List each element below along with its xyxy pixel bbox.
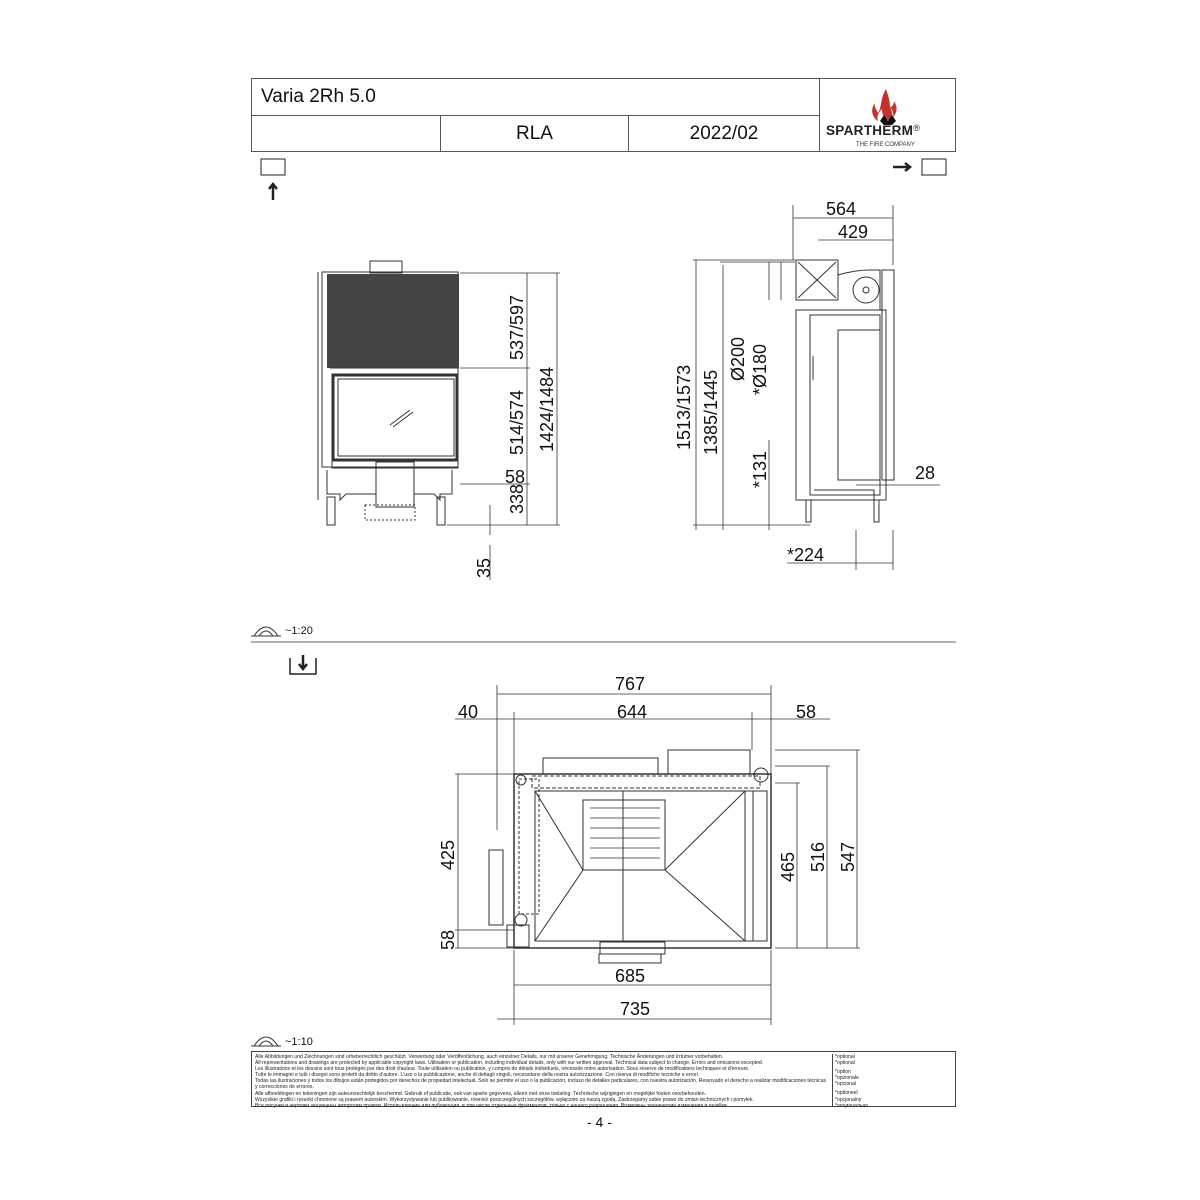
brand-tagline: THE FIRE COMPANY — [856, 142, 915, 148]
side-dim-564: 564 — [826, 199, 857, 219]
side-dim-131: *131 — [750, 450, 770, 488]
side-view-icon — [893, 159, 946, 175]
side-dim-429: 429 — [838, 222, 869, 242]
plan-dimensions — [455, 685, 860, 1025]
side-dim-o180: *Ø180 — [750, 343, 770, 395]
disclaimer-text: Alle Abbildungen und Zeichnungen sind urheberrechtlich geschützt. Verwertung oder Veröffentlichung, auch einzelner Details, nur mit unserer Genehmigung. Technische Änderungen und Irrtümer vorbehalten. All representations and drawings are protected by applicable copyright laws. Utilisation or publication, including individual details, only with our written approval. Technical data subject to change. Errors and omissions excepted. Les illustrations et les dessins sont tous protégés par des droit d'auteur. Toute utilisation ou publication, y compris de détails individuels, nécessite notre autorisation. Sous réserve de modifications techniques et d'erreurs. Tutte le immagini e tutti i disegni sono protetti da diritto d'autore. L'uso o la pubblicazione, anche di dettagli singoli, necessitano della nostra autorizzazione. Con riserva di modifiche tecniche e errori. Todas las ilustraciones y todos los dibujos están protegidos por derechos de propiedad intelectual. Solo se permite el uso o la publicación, incluso de detalles particulares, con nuestra autorización. Reservado el derecho a realizar modificaciones técnicas y correcciones de errores. Alle afbeeldingen en tekeningen zijn auteursrechtelijk beschermd. Gebruik of publicatie, ook van aparte gegevens, alleen met onze toelating. Technische wijzigingen en mogelijke fouten voorbehouden. Wszystkie grafiki i rysunki chronione są prawem autorskim. Wykorzystywanie lub publikowanie, również poszczególnych szczegółów, wyłącznie za naszą zgodą. Zastrzegamy sobie prawo do zmian technicznych i pomyłek. Все рисунки и чертежи защищены авторским правом. Использование или публикация, в том числе отдельных фрагментов, только с нашего разрешения. Возможны технические изменения и ошибки. — [255, 1054, 827, 1109]
plan-dim-465: 465 — [778, 851, 798, 882]
page-number: - 4 - — [587, 1114, 612, 1130]
side-dim-1385-1445: 1385/1445 — [701, 369, 721, 455]
brand-name: SPARTHERM® — [826, 123, 921, 138]
plan-dim-58-left: 58 — [438, 929, 458, 950]
plan-dim-644: 644 — [617, 702, 648, 722]
plan-dim-767: 767 — [615, 674, 646, 694]
plan-dim-547: 547 — [838, 841, 858, 872]
scale-top-icon — [251, 627, 281, 636]
front-dim-35: 35 — [474, 557, 494, 578]
plan-dim-685: 685 — [615, 966, 646, 986]
disclaimer-box — [251, 1051, 956, 1107]
optional-notes: *optional *optional *option *opzionale *opcional *optioneel *opcjonalny *опционально — [832, 1054, 955, 1106]
front-dim-1424-1484: 1424/1484 — [537, 366, 557, 452]
front-dim-58: 58 — [505, 467, 526, 487]
plan-dim-735: 735 — [620, 999, 651, 1019]
side-view — [796, 260, 894, 522]
plan-dim-40: 40 — [458, 702, 479, 722]
side-dim-o200: Ø200 — [728, 336, 748, 381]
scale-bottom-label: ~1:10 — [285, 1036, 313, 1048]
plan-dim-425: 425 — [438, 839, 458, 870]
side-dim-28: 28 — [915, 463, 936, 483]
plan-dim-516: 516 — [808, 841, 828, 872]
model-name: Varia 2Rh 5.0 — [261, 86, 376, 107]
plan-view-icon — [290, 655, 316, 674]
front-view-icon — [261, 159, 285, 200]
side-dim-224: *224 — [787, 545, 825, 565]
front-dim-514-574: 514/574 — [507, 389, 527, 455]
front-dim-537-597: 537/597 — [507, 294, 527, 360]
plan-view — [489, 750, 771, 963]
variant-label: RLA — [516, 123, 553, 144]
scale-top-label: ~1:20 — [285, 625, 313, 637]
scale-bottom-icon — [251, 1037, 281, 1046]
side-dim-1513-1573: 1513/1573 — [674, 364, 694, 450]
front-dim-338: 338 — [507, 483, 527, 514]
plan-dim-58-right: 58 — [796, 702, 817, 722]
front-view — [318, 261, 459, 525]
date-label: 2022/02 — [689, 123, 759, 144]
